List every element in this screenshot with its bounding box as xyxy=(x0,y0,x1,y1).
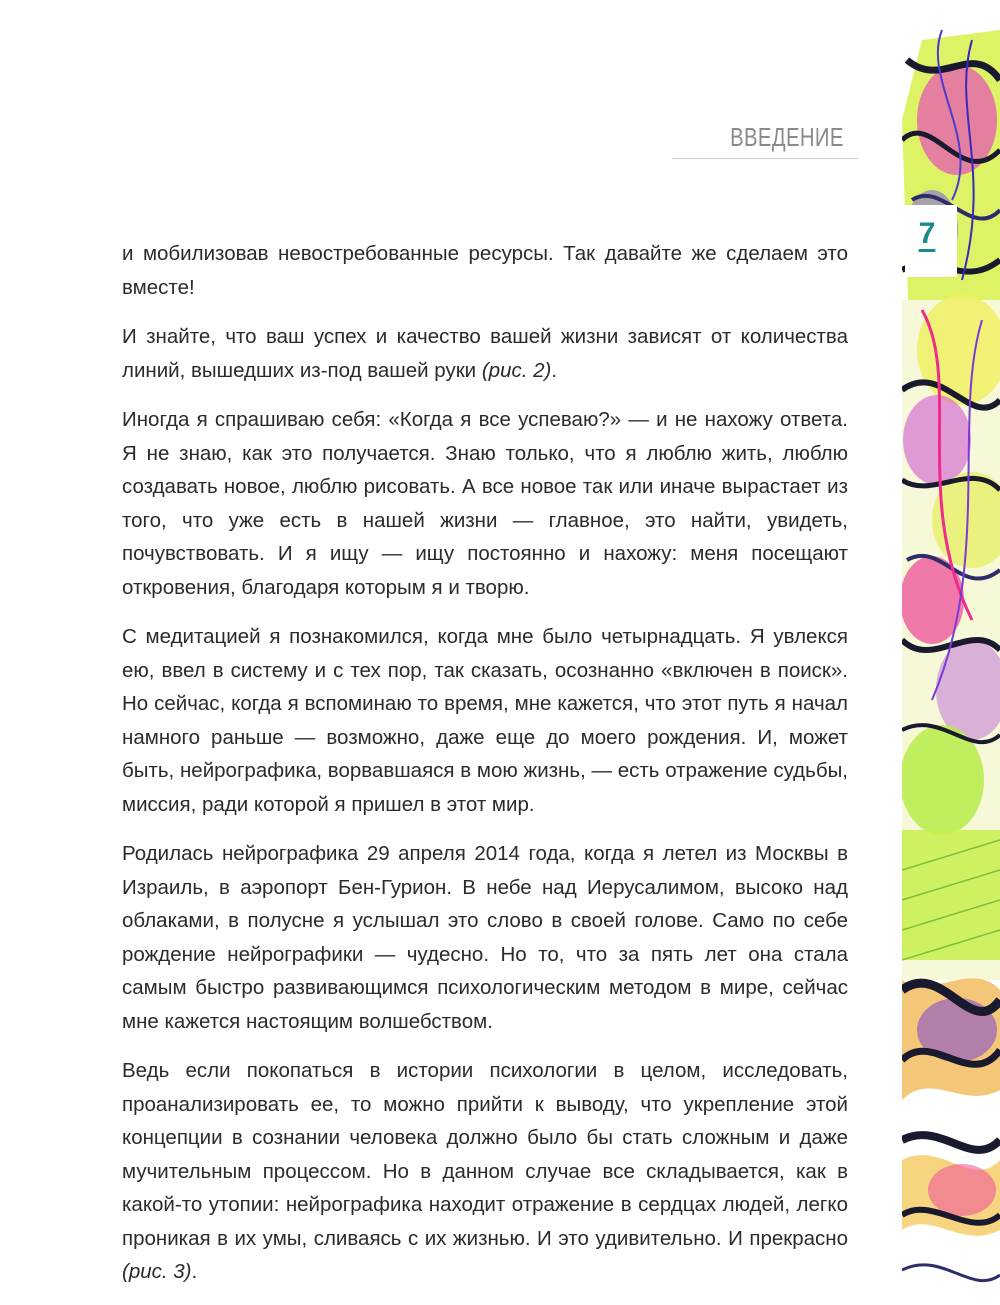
paragraph-text: С медитацией я познакомился, когда мне было четырнадцать. Я увлекся ею, ввел в систему и с тех пор, так сказать, осознанно «включен в поиск». Но сейчас, когда я вспоминаю то время, мне кажется, что этот путь я начал намного раньше — возможно, даже еще до моего рождения. И, может быть, нейрографика, ворвавшаяся в мою жизнь, — есть отражение судьбы, миссия, ради которой я пришел в этот мир. xyxy=(122,625,848,816)
figure-reference: (рис. 3) xyxy=(122,1260,192,1283)
running-header xyxy=(672,118,858,159)
paragraph-text: и мобилизовав невостребованные ресурсы. Так давайте же сделаем это вместе! xyxy=(122,242,848,299)
paragraph xyxy=(122,1054,848,1289)
paragraph-text: И знайте, что ваш успех и качество вашей жизни зависят от количества линий, вышедших из-под вашей руки xyxy=(122,325,848,382)
paragraph-tail: . xyxy=(551,358,558,382)
paragraph xyxy=(122,320,848,387)
page-number: 7 xyxy=(918,217,936,250)
paragraph xyxy=(122,620,848,821)
paragraph-tail: . xyxy=(191,1260,198,1283)
page-number-badge xyxy=(905,205,957,277)
paragraph-text: Иногда я спрашиваю себя: «Когда я все успеваю?» — и не нахожу ответа. Я не знаю, как это получается. Знаю только, что я люблю жить, люблю создавать новое, люблю рисовать. А все новое так или иначе вырастает из того, что уже есть в нашей жизни — главное, это найти, увидеть, почувствовать. И я ищу — ищу постоянно и нахожу: меня посещают откровения, благодаря которым я и творю. xyxy=(122,408,848,599)
body-text xyxy=(122,237,848,1305)
paragraph xyxy=(122,837,848,1038)
section-title: ВВЕДЕНИЕ xyxy=(730,122,844,152)
paragraph-text: Родилась нейрографика 29 апреля 2014 года, когда я летел из Москвы в Израиль, в аэропорт Бен-Гурион. В небе над Иерусалимом, высоко над облаками, в полусне я услышал это слово в своей голове. Само по себе рождение нейрографики — чудесно. Но то, что за пять лет она стала самым быстро развивающимся психологическим методом в мире, сейчас мне кажется настоящим волшебством. xyxy=(122,842,848,1033)
paragraph-text: Ведь если покопаться в истории психологии в целом, исследовать, проанализировать ее, то можно прийти к выводу, что укрепление этой концепции в сознании человека должно было бы стать сложным и даже мучительным процессом. Но в данном случае все складывается, как в какой-то утопии: нейрографика находит отражение в сердцах людей, легко проникая в их умы, сливаясь с их жизнью. И это удивительно. И прекрасно xyxy=(122,1059,848,1250)
paragraph xyxy=(122,403,848,604)
neurographic-margin-illustration xyxy=(902,0,1000,1296)
figure-reference: (рис. 2) xyxy=(481,358,552,382)
paragraph xyxy=(122,237,848,304)
